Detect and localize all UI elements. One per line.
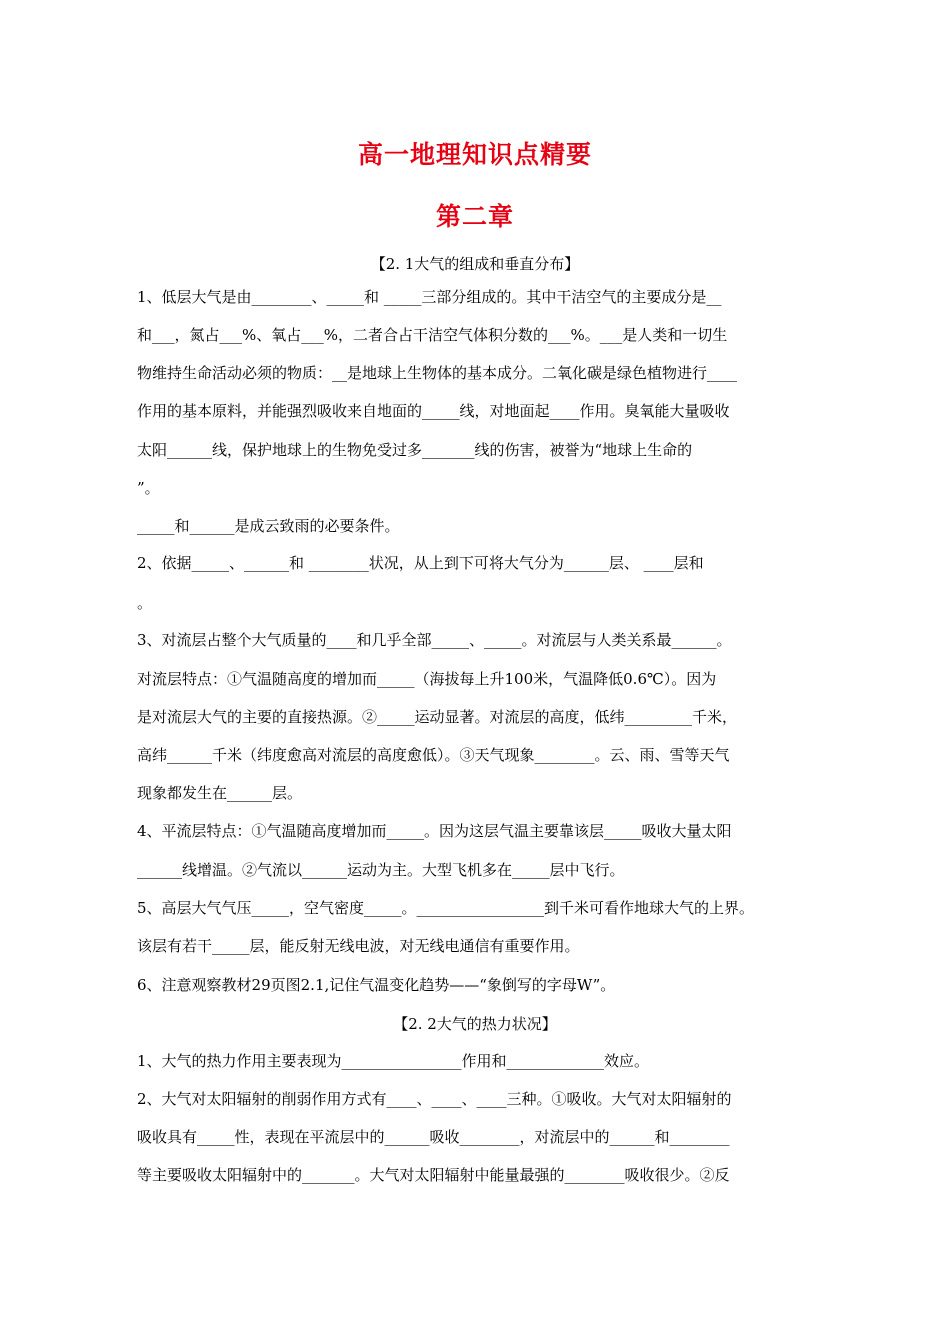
section-heading-2-1: 【2. 1大气的组成和垂直分布】 bbox=[370, 255, 580, 273]
text-line: 6、注意观察教材29页图2.1,记住气温变化趋势——“象倒写的字母W”。 bbox=[137, 976, 616, 994]
text-line: 4、平流层特点：①气温随高度增加而_____。因为这层气温主要靠该层_____吸收大量太阳 bbox=[137, 822, 732, 840]
text-line: 5、高层大气气压_____，空气密度_____。_________________到千米可看作地球大气的上界。 bbox=[137, 899, 755, 917]
text-line: 3、对流层占整个大气质量的____和几乎全部_____、_____。对流层与人类关系最______。 bbox=[137, 631, 732, 649]
text-line: 现象都发生在______层。 bbox=[137, 784, 303, 802]
text-line: ______线增温。②气流以______运动为主。大型飞机多在_____层中飞行。 bbox=[137, 861, 625, 879]
text-line: 该层有若干_____层，能反射无线电波，对无线电通信有重要作用。 bbox=[137, 937, 580, 955]
text-line: 1、大气的热力作用主要表现为________________作用和_____________效应。 bbox=[137, 1052, 650, 1070]
text-line: 作用的基本原料，并能强烈吸收来自地面的_____线，对地面起____作用。臭氧能大量吸收 bbox=[137, 402, 730, 420]
text-line: 吸收具有_____性，表现在平流层中的______吸收________，对流层中的______和________ bbox=[137, 1128, 730, 1146]
text-line: 2、大气对太阳辐射的削弱作用方式有____、____、____三种。①吸收。大气对太阳辐射的 bbox=[137, 1090, 732, 1108]
text-line: 。 bbox=[137, 594, 153, 612]
text-line: 和___，氮占___%、氧占___%，二者合占干洁空气体积分数的___%。___是人类和一切生 bbox=[137, 326, 728, 344]
text-line: 对流层特点：①气温随高度的增加而_____（海拔每上升100米，气温降低0.6℃）。因为 bbox=[137, 670, 717, 688]
text-line: 太阳______线，保护地球上的生物免受过多_______线的伤害，被誉为“地球上生命的 bbox=[137, 441, 693, 459]
text-line: 是对流层大气的主要的直接热源。②_____运动显著。对流层的高度，低纬_________千米， bbox=[137, 708, 738, 726]
text-line: 1、低层大气是由________、_____和 _____三部分组成的。其中干洁空气的主要成分是__ bbox=[137, 288, 722, 306]
text-line: 物维持生命活动必须的物质：__是地球上生物体的基本成分。二氧化碳是绿色植物进行____ bbox=[137, 364, 738, 382]
text-line: 等主要吸收太阳辐射中的_______。大气对太阳辐射中能量最强的________吸收很少。②反 bbox=[137, 1166, 730, 1184]
text-line: 高纬______千米（纬度愈高对流层的高度愈低）。③天气现象________。云、雨、雪等天气 bbox=[137, 746, 730, 764]
text-line: 2、依据_____、______和 ________状况，从上到下可将大气分为______层、 ____层和 bbox=[137, 554, 704, 572]
chapter-heading: 第二章 bbox=[435, 202, 514, 231]
section-heading-2-2: 【2. 2大气的热力状况】 bbox=[393, 1015, 557, 1033]
text-line: _____和______是成云致雨的必要条件。 bbox=[137, 517, 400, 535]
document-title: 高一地理知识点精要 bbox=[357, 140, 592, 169]
text-line: ”。 bbox=[137, 479, 160, 497]
